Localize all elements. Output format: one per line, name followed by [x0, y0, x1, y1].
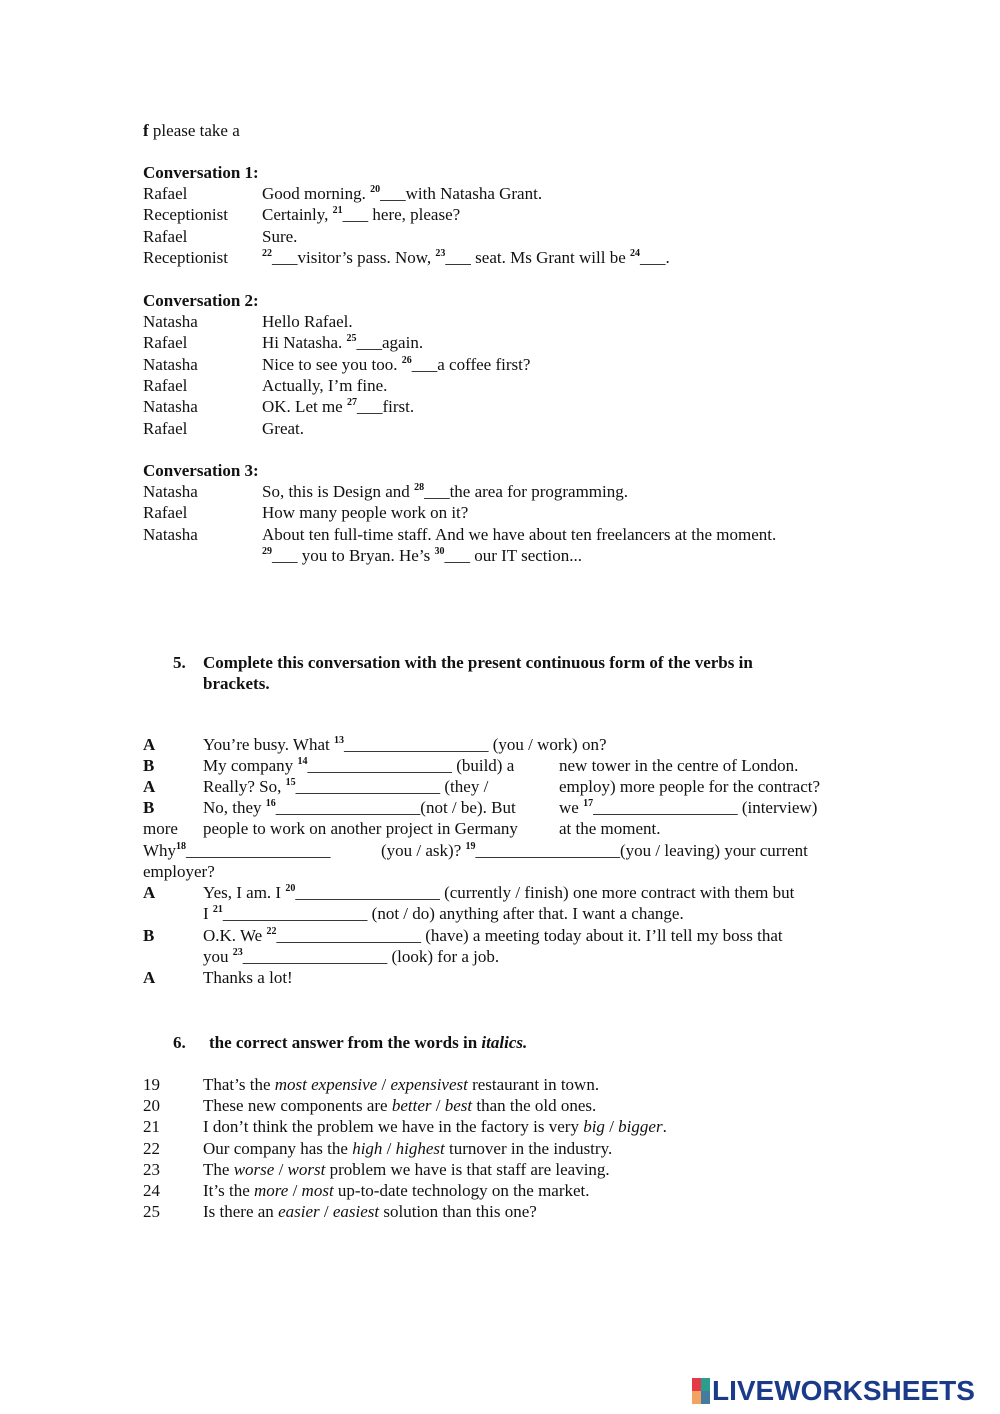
speaker-name: Natasha [143, 312, 198, 331]
speaker-name: Rafael [143, 226, 188, 246]
speaker-label: B [143, 756, 155, 775]
logo-tile [692, 1391, 701, 1404]
speaker-name: Natasha [143, 524, 198, 544]
answer-option[interactable]: bigger [618, 1117, 663, 1137]
dialogue-line [262, 183, 542, 204]
answer-option[interactable]: most expensive [274, 1075, 378, 1094]
sentence-text: These new components are [203, 1096, 392, 1116]
speaker-name: Receptionist [143, 205, 228, 225]
answer-option[interactable]: easiest [332, 1202, 380, 1222]
item-number: 22 [143, 1138, 160, 1158]
sentence-text: / [377, 1075, 391, 1094]
dialogue-line [262, 226, 297, 247]
item-number: 20 [143, 1096, 160, 1116]
line-text: Good morning. [262, 184, 371, 203]
line-text: _________________ (interview) [593, 798, 818, 817]
line-text: Really? So, [203, 777, 286, 796]
sentence-text: That’s the [203, 1075, 275, 1094]
answer-option[interactable]: easier [278, 1202, 320, 1222]
line-text: _________________ (not / do) anything after that. I want a change. [222, 904, 684, 923]
line-text: Sure. [262, 226, 298, 246]
dialogue-line [203, 818, 518, 839]
item-sentence [203, 1180, 590, 1201]
line-text: _________________ (you / work) on? [343, 735, 607, 754]
conversation-3-title: Conversation 3: [143, 461, 259, 480]
sentence-text: / [274, 1159, 288, 1179]
answer-option[interactable]: highest [395, 1138, 445, 1158]
blank-number: 23 [435, 247, 446, 259]
speaker-name: Receptionist [143, 247, 228, 267]
blank-number: 21 [212, 904, 223, 915]
line-text: _________________ (have) a meeting today about it. I’ll tell my boss that [276, 926, 783, 945]
line-text: ___ here, please? [342, 205, 461, 225]
dialogue-line-continued [559, 797, 817, 818]
blank-number: 26 [401, 354, 412, 366]
sentence-text: than the old ones. [472, 1096, 597, 1116]
line-text: O.K. We [203, 926, 267, 945]
line-text: ___visitor’s pass. Now, [272, 247, 436, 267]
line-text: Thanks a lot! [203, 968, 293, 987]
speaker-name: Rafael [143, 184, 188, 203]
sentence-text: Our company has the [203, 1138, 353, 1158]
dialogue-line-continued: at the moment. [559, 819, 661, 838]
item-sentence [203, 1116, 667, 1137]
blank-number: 15 [285, 777, 296, 788]
line-text: _________________ (they / [295, 777, 489, 796]
dialogue-line [262, 247, 670, 268]
speaker-label: B [143, 926, 155, 945]
line-text: You’re busy. What [203, 735, 334, 754]
answer-option[interactable]: big [583, 1117, 605, 1137]
dialogue-line-continued: employ) more people for the contract? [559, 777, 821, 796]
logo-tile [701, 1391, 710, 1404]
line-text: Yes, I am. I [203, 883, 286, 902]
speaker-label: more [143, 819, 178, 838]
speaker-name: Natasha [143, 354, 198, 374]
speaker-label: A [143, 883, 156, 902]
dialogue-line [143, 840, 331, 861]
line-text: Nice to see you too. [262, 354, 402, 374]
dialogue-line [203, 946, 499, 967]
dialogue-line [262, 204, 460, 225]
line-text: people to work on another project in Germany [203, 819, 518, 838]
answer-option[interactable]: best [444, 1096, 473, 1116]
exercise-6-number: 6. [173, 1033, 186, 1052]
line-text: Actually, I’m fine. [262, 375, 388, 395]
line-text: ___ you to Bryan. He’s [272, 545, 435, 565]
line-text: you [203, 947, 233, 966]
line-text: (you / ask)? [381, 841, 466, 860]
speaker-label: A [143, 968, 156, 987]
speaker-label: B [143, 798, 155, 817]
line-text: Certainly, [262, 205, 333, 225]
line-text: _________________ (build) a [307, 756, 515, 775]
item-number: 25 [143, 1202, 160, 1222]
dialogue-line [203, 755, 514, 776]
sentence-text: / [431, 1096, 445, 1116]
speaker-label: A [143, 777, 156, 796]
dialogue-line [262, 481, 628, 502]
blank-number: 20 [285, 883, 296, 894]
dialogue-line [203, 776, 488, 797]
sentence-text: / [288, 1181, 302, 1200]
item-sentence [203, 1074, 599, 1095]
line-text: ___. [640, 247, 670, 267]
sentence-text: . [662, 1117, 667, 1137]
speaker-name: Natasha [143, 397, 198, 417]
logo-tile [701, 1378, 710, 1391]
line-text: Great. [262, 418, 305, 438]
exercise-5-title-line1: Complete this conversation with the present continuous form of the verbs in [203, 653, 753, 672]
sentence-text: restaurant in town. [467, 1075, 600, 1094]
line-text: ___a coffee first? [411, 354, 531, 374]
line-text: we [559, 798, 584, 817]
dialogue-line [203, 882, 794, 903]
conversation-2-title: Conversation 2: [143, 291, 259, 310]
line-text: About ten full-time staff. And we have about ten freelancers at the moment. [262, 524, 777, 544]
dialogue-line [203, 925, 783, 946]
sentence-text: It’s the [203, 1181, 254, 1200]
answer-option[interactable]: most [301, 1181, 334, 1200]
dialogue-line [262, 396, 414, 417]
item-sentence [203, 1095, 596, 1116]
logo-text: LIVEWORKSHEETS [712, 1375, 975, 1406]
line-text: _________________(you / leaving) your current [475, 841, 808, 860]
blank-number: 17 [583, 798, 594, 809]
blank-number: 25 [346, 333, 357, 345]
blank-number: 22 [262, 247, 272, 259]
speaker-name: Rafael [143, 333, 188, 353]
sentence-text: problem we have is that staff are leaving. [325, 1159, 610, 1179]
item-sentence [203, 1138, 612, 1159]
dialogue-line [203, 734, 607, 755]
blank-number: 19 [465, 841, 476, 852]
line-text: ___first. [356, 397, 415, 417]
line-text: _________________(not / be). But [275, 798, 516, 817]
dialogue-line [203, 797, 516, 818]
blank-number: 28 [414, 482, 425, 493]
line-text: Hello Rafael. [262, 312, 353, 331]
blank-number: 30 [434, 545, 445, 557]
line-text: Hi Natasha. [262, 333, 347, 353]
speaker-name: Natasha [143, 482, 198, 501]
item-number: 24 [143, 1181, 160, 1200]
blank-number: 24 [630, 247, 641, 259]
blank-number: 22 [266, 926, 277, 937]
answer-option[interactable]: more [254, 1181, 289, 1200]
dialogue-line [262, 418, 304, 439]
logo-mark-icon [692, 1378, 710, 1404]
answer-option[interactable]: worst [287, 1159, 326, 1179]
logo-tile [692, 1378, 701, 1391]
line-text: OK. Let me [262, 397, 347, 417]
dialogue-line [262, 502, 468, 523]
blank-number: 27 [346, 397, 357, 409]
line-text: No, they [203, 798, 266, 817]
line-text: ___ seat. Ms Grant will be [445, 247, 631, 267]
dialogue-line [262, 354, 530, 375]
blank-number: 20 [370, 184, 381, 195]
header-line [143, 120, 240, 141]
answer-option[interactable]: expensivest [390, 1075, 468, 1094]
line-text: ___the area for programming. [424, 482, 628, 501]
item-number: 19 [143, 1075, 160, 1094]
speaker-label: A [143, 735, 156, 754]
item-sentence [203, 1201, 537, 1222]
line-text: How many people work on it? [262, 503, 469, 523]
blank-number: 13 [333, 735, 344, 746]
line-text: ___with Natasha Grant. [380, 184, 543, 203]
blank-number: 14 [297, 756, 308, 767]
dialogue-line [262, 375, 387, 396]
sentence-text: up-to-date technology on the market. [333, 1181, 590, 1200]
sentence-text: solution than this one? [379, 1202, 537, 1222]
item-number: 21 [143, 1117, 160, 1137]
sentence-text: / [382, 1138, 396, 1158]
exercise-5-title-line2: brackets. [203, 674, 270, 693]
sentence-text: Is there an [203, 1202, 279, 1222]
blank-number: 21 [332, 205, 343, 217]
line-text: ___ our IT section... [444, 545, 582, 565]
answer-option[interactable]: better [391, 1096, 432, 1116]
speaker-name: Rafael [143, 503, 188, 523]
answer-option[interactable]: high [352, 1138, 383, 1158]
sentence-text: The [203, 1159, 234, 1179]
sentence-text: / [604, 1117, 619, 1137]
speaker-name: Rafael [143, 375, 188, 395]
line-text: Why [143, 841, 177, 860]
dialogue-line [203, 967, 293, 988]
exercise-6-title: the correct answer from the words in italics. [209, 1033, 528, 1052]
speaker-name: Rafael [143, 418, 188, 438]
dialogue-line [262, 545, 582, 566]
line-text: So, this is Design and [262, 482, 415, 501]
conversation-1-title: Conversation 1: [143, 163, 259, 182]
blank-number: 16 [265, 798, 276, 809]
dialogue-line-continued: new tower in the centre of London. [559, 756, 799, 775]
line-text: ___again. [356, 333, 424, 353]
sentence-text: / [319, 1202, 333, 1222]
item-sentence [203, 1159, 610, 1180]
dialogue-line [262, 524, 776, 545]
line-text: I [203, 904, 213, 923]
continuation-text: employer? [143, 862, 215, 881]
sentence-text: turnover in the industry. [444, 1138, 613, 1158]
line-text: _________________ [186, 841, 331, 860]
dialogue-line [203, 903, 684, 924]
sentence-text: I don’t think the problem we have in the factory is very [203, 1117, 584, 1137]
exercise-5-number: 5. [173, 653, 186, 672]
dialogue-line [381, 840, 808, 861]
blank-number: 23 [232, 947, 243, 958]
liveworksheets-logo [692, 1376, 975, 1406]
dialogue-line [262, 332, 423, 353]
line-text: My company [203, 756, 298, 775]
header-text: please take a [152, 121, 240, 140]
dialogue-line [262, 311, 353, 332]
item-number: 23 [143, 1159, 160, 1179]
line-text: _________________ (look) for a job. [242, 947, 500, 966]
blank-number: 18 [176, 841, 187, 852]
blank-number: 29 [262, 545, 272, 557]
line-text: _________________ (currently / finish) one more contract with them but [295, 883, 795, 902]
answer-option[interactable]: worse [233, 1159, 275, 1179]
header-letter: f [143, 121, 149, 140]
